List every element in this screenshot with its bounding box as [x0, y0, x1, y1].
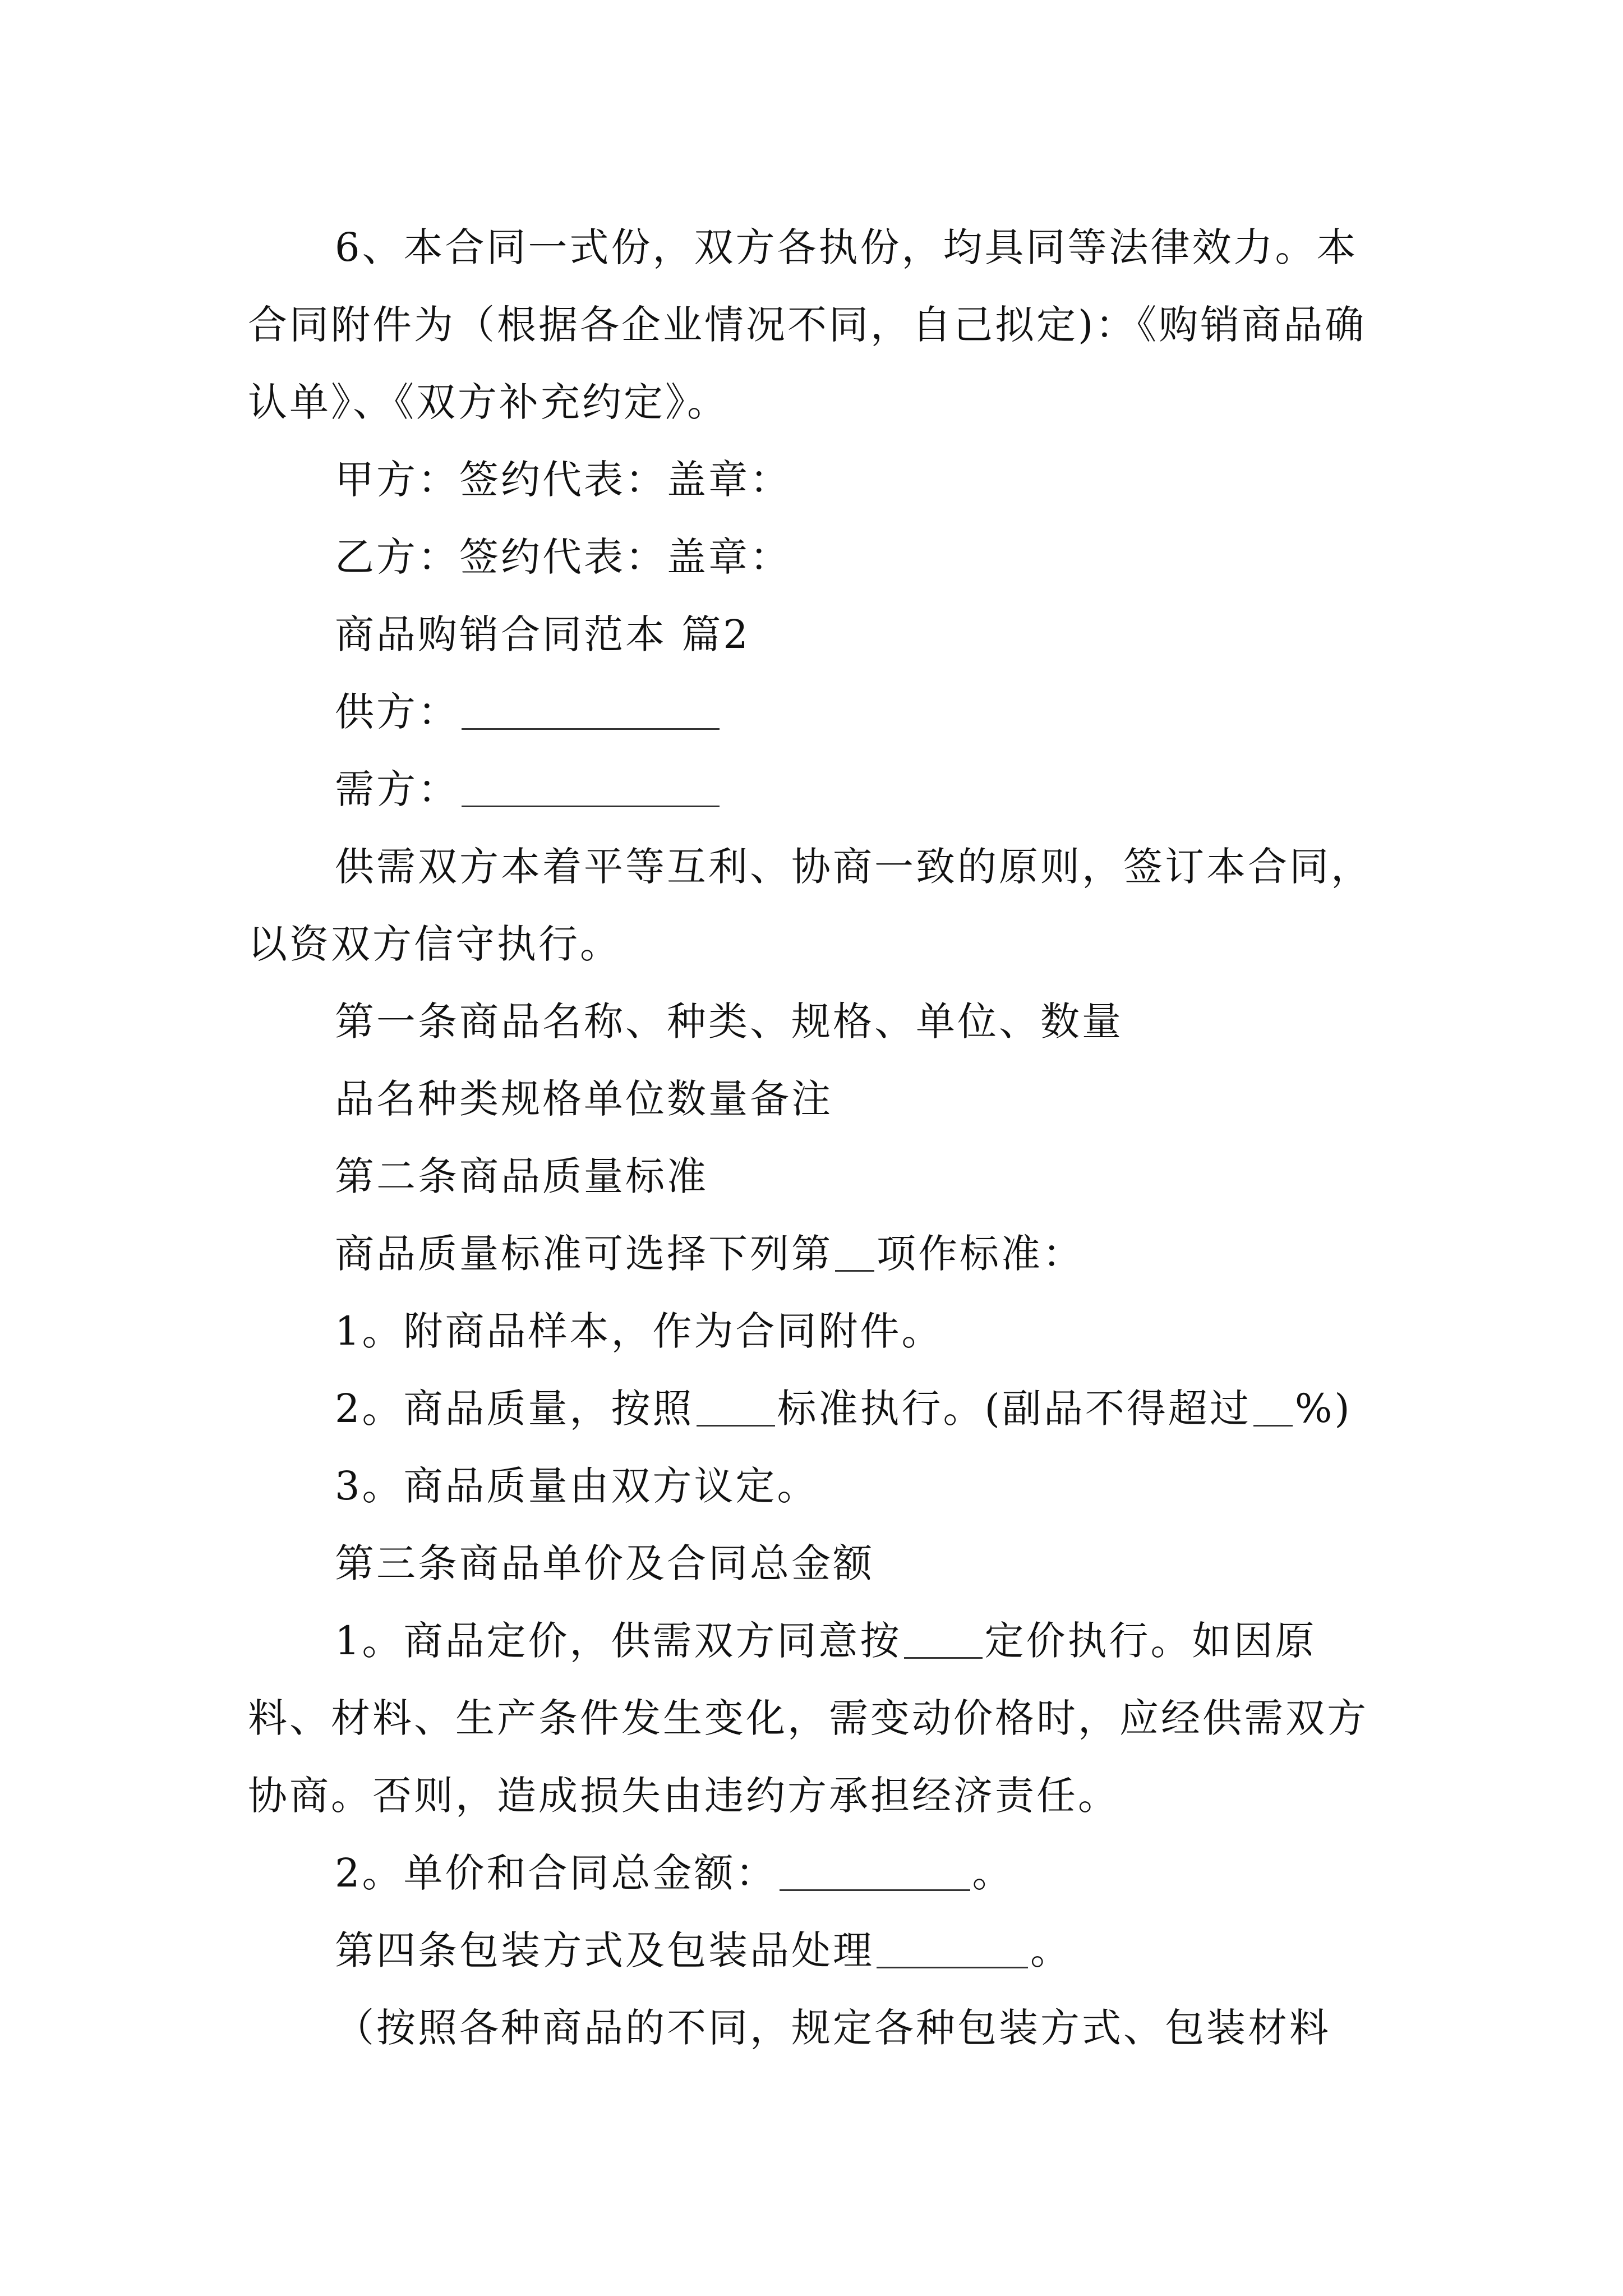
party-b-signature-line: 乙方：签约代表：盖章： [335, 534, 791, 580]
article-4-title-post: 。 [1030, 1927, 1072, 1973]
contract-intro: 供需双方本着平等互利、协商一致的原则，签订本合同，以资双方信守执行。 [248, 844, 1372, 967]
buyer-label: 需方： [335, 766, 459, 812]
section-title: 商品购销合同范本 篇2 [335, 611, 750, 657]
party-a-signature-line: 甲方：签约代表：盖章： [335, 457, 791, 503]
supplier-line [248, 673, 1386, 751]
article-3-item-1-pre: 1。商品定价，供需双方同意按 [335, 1618, 902, 1664]
article-2-title: 第二条商品质量标准 [335, 1153, 708, 1199]
article-4-packaging-blank [877, 1927, 1028, 1968]
article-2-select-post: 项作标准： [877, 1231, 1084, 1277]
article-3-item-1 [248, 1602, 1386, 1834]
article-1-title: 第一条商品名称、种类、规格、单位、数量 [335, 999, 1123, 1045]
article-2-select-line [248, 1215, 1386, 1292]
article-2-standard-blank [697, 1386, 775, 1427]
clause-6 [248, 209, 1386, 441]
document-body [248, 209, 1386, 2067]
article-3-pricing-blank [904, 1618, 983, 1659]
article-2-item-1: 1。附商品样本，作为合同附件。 [335, 1308, 943, 1354]
supplier-label: 供方： [335, 689, 459, 735]
article-2-percent-blank [1253, 1386, 1293, 1427]
article-3-item-2-post: 。 [972, 1850, 1014, 1896]
article-4-note: （按照各种商品的不同，规定各种包装方式、包装材料 [335, 2005, 1331, 2051]
article-2-item-3: 3。商品质量由双方议定。 [335, 1463, 819, 1509]
buyer-blank [462, 766, 720, 807]
article-3-title: 第三条商品单价及合同总金额 [335, 1540, 874, 1586]
article-2-item-2-mid: 标准执行。(副品不得超过 [777, 1386, 1251, 1432]
article-4-title [248, 1912, 1386, 1989]
article-1-columns: 品名种类规格单位数量备注 [335, 1076, 833, 1122]
clause-6-text: 6、本合同一式份，双方各执份，均具同等法律效力。本合同附件为（根据各企业情况不同，自己拟定)：《购销商品确认单》、《双方补充约定》。 [248, 224, 1367, 425]
article-2-select-pre: 商品质量标准可选择下列第 [335, 1231, 833, 1277]
article-3-item-2 [248, 1834, 1386, 1912]
article-2-select-blank [835, 1231, 874, 1272]
article-3-amount-blank [780, 1850, 970, 1891]
article-4-title-pre: 第四条包装方式及包装品处理 [335, 1927, 874, 1973]
article-3-item-1-post: 定价执行。如因原料、材料、生产条件发生变化，需变动价格时，应经供需双方协商。否则，造成损失由违约方承担经济责任。 [248, 1618, 1368, 1819]
article-2-item-2-pre: 2。商品质量，按照 [335, 1386, 694, 1432]
article-2-item-2 [248, 1370, 1386, 1447]
article-2-item-2-post: %) [1294, 1386, 1352, 1432]
article-3-item-2-pre: 2。单价和合同总金额： [335, 1850, 777, 1896]
buyer-line [248, 751, 1386, 828]
supplier-blank [462, 689, 720, 730]
